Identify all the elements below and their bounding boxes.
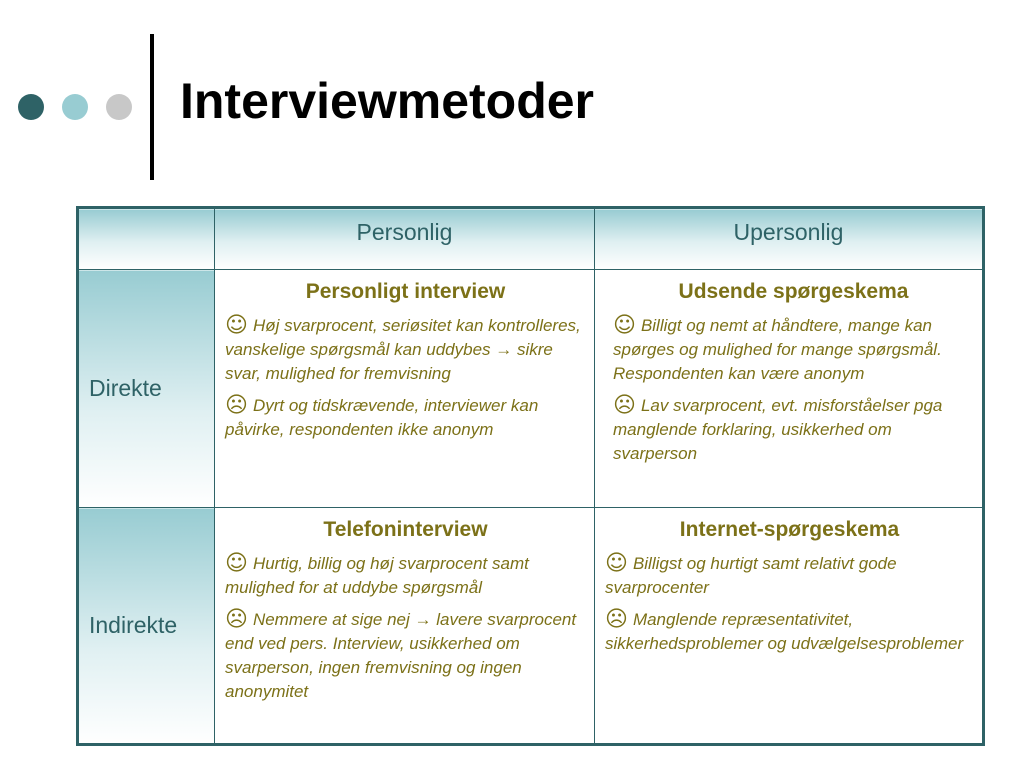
method-title: Udsende spørgeskema: [678, 280, 909, 303]
column-header: Upersonlig: [595, 208, 984, 270]
column-header: Personlig: [215, 208, 595, 270]
header-row: [78, 208, 984, 270]
con-item: ☹ Lav svarprocent, evt. misforståelser pga manglende forklaring, usikkerhed om svarperson: [613, 393, 943, 463]
corner-cell: [78, 208, 215, 270]
method-cell: [215, 508, 595, 745]
con-item: ☹ Dyrt og tidskrævende, interviewer kan påvirke, respondenten ikke anonym: [225, 393, 539, 439]
method-title: Telefoninterview: [323, 518, 488, 541]
pro-item: ☺ Billigst og hurtigt samt relativt gode svarprocenter: [605, 551, 897, 597]
pro-item: ☺ Høj svarprocent, seriøsitet kan kontrolleres, vanskelige spørgsmål kan uddybes → sikre svar, mulighed for fremvisning: [225, 313, 581, 383]
method-title: Internet-spørgeskema: [679, 518, 900, 541]
con-item: ☹ Nemmere at sige nej → lavere svarprocent end ved pers. Interview, usikkerhed om svarperson, ingen fremvisning og ingen anonymitet: [225, 607, 577, 701]
method-title: Personligt interview: [305, 280, 506, 303]
row-header: Indirekte: [78, 508, 215, 745]
title-divider: [150, 34, 154, 180]
method-cell: [595, 508, 984, 745]
pro-item: ☺ Hurtig, billig og høj svarprocent samt mulighed for at uddybe spørgsmål: [225, 551, 529, 597]
smiley-icon: ☺: [605, 551, 628, 576]
frown-icon: ☹: [225, 393, 248, 418]
dot-light: [62, 94, 88, 120]
frown-icon: ☹: [605, 607, 628, 632]
table-row: [78, 508, 984, 745]
smiley-icon: ☺: [225, 551, 248, 576]
pro-item: ☺ Billigt og nemt at håndtere, mange kan spørges og mulighed for mange spørgsmål. Respondenten kan være anonym: [613, 313, 942, 383]
dot-grey: [106, 94, 132, 120]
table-row: [78, 270, 984, 508]
con-item: ☹ Manglende repræsentativitet, sikkerhedsproblemer og udvælgelsesproblemer: [605, 607, 964, 653]
smiley-icon: ☺: [613, 313, 636, 338]
frown-icon: ☹: [225, 607, 248, 632]
smiley-icon: ☺: [225, 313, 248, 338]
dot-dark: [18, 94, 44, 120]
method-cell: [215, 270, 595, 508]
row-header: Direkte: [78, 270, 215, 508]
slide-title: Interviewmetoder: [180, 73, 595, 129]
method-cell: [595, 270, 984, 508]
frown-icon: ☹: [613, 393, 636, 418]
method-table: [76, 206, 985, 746]
